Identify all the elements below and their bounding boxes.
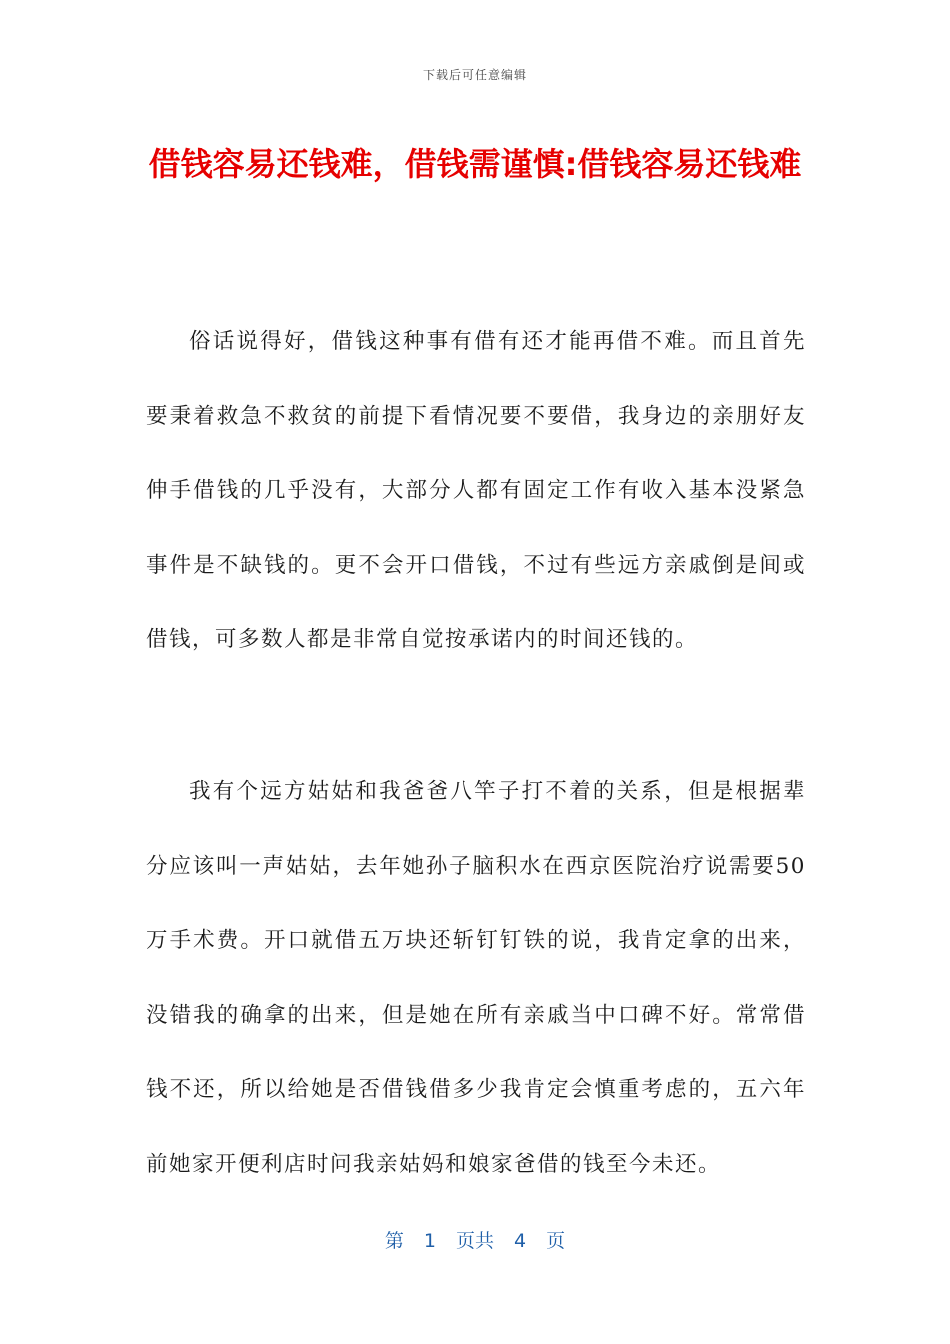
paragraph: 俗话说得好，借钱这种事有借有还才能再借不难。而且首先要秉着救急不救贫的前提下看情况要不要借，我身边的亲朋好友伸手借钱的几乎没有，大部分人都有固定工作有收入基本没紧急事件是不缺钱的。更不会开口借钱，不过有些远方亲戚倒是间或借钱，可多数人都是非常自觉按承诺内的时间还钱的。 — [146, 329, 806, 652]
page-footer — [0, 1226, 950, 1253]
footer-current-page: 1 — [423, 1230, 436, 1252]
footer-suffix: 页 — [546, 1230, 566, 1252]
paragraph: 我有个远方姑姑和我爸爸八竿子打不着的关系，但是根据辈分应该叫一声姑姑，去年她孙子脑积水在西京医院治疗说需要50万手术费。开口就借五万块还斩钉钉铁的说，我肯定拿的出来，没错我的确拿的出来，但是她在所有亲戚当中口碑不好。常常借钱不还，所以给她是否借钱借多少我肯定会慎重考虑的，五六年前她家开便利店时问我亲姑妈和娘家爸借的钱至今未还。 — [146, 779, 806, 1177]
document-title: 借钱容易还钱难，借钱需谨慎:借钱容易还钱难 — [148, 145, 802, 183]
footer-middle: 页共 — [455, 1230, 494, 1252]
paragraph-1-container — [146, 305, 806, 678]
footer-prefix: 第 — [384, 1230, 404, 1252]
paragraph-2-container — [146, 755, 806, 1202]
footer-total-pages: 4 — [514, 1230, 527, 1252]
header-note: 下载后可任意编辑 — [422, 68, 527, 82]
